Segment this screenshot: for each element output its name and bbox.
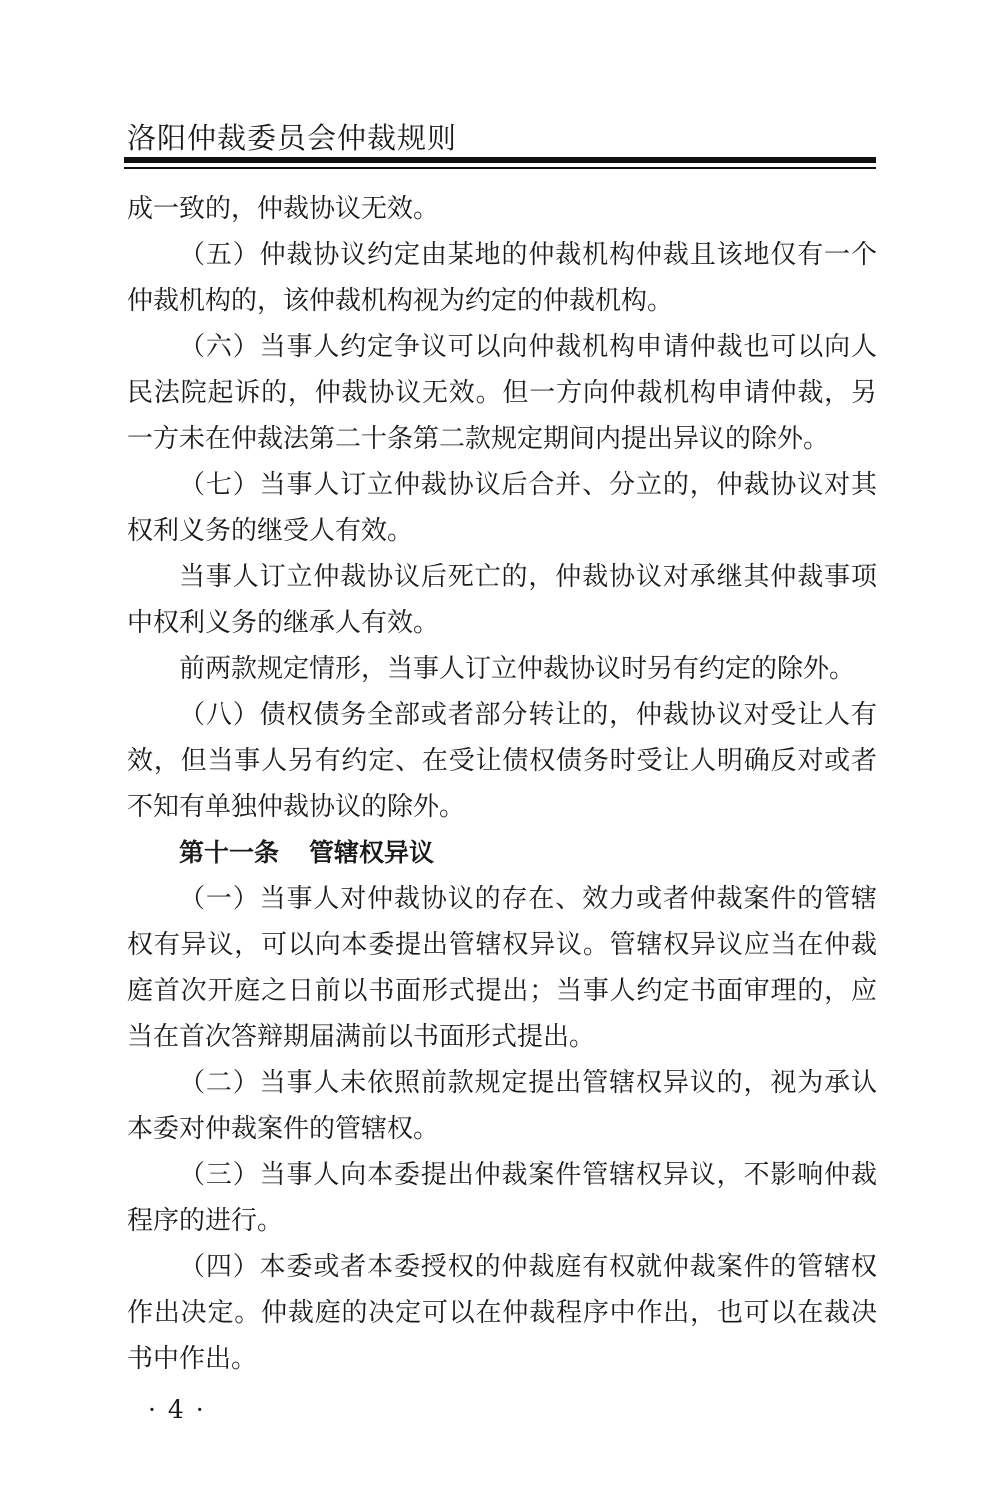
- paragraph: （四）本委或者本委授权的仲裁庭有权就仲裁案件的管辖权作出决定。仲裁庭的决定可以在仲裁程序中作出，也可以在裁决书中作出。: [127, 1252, 877, 1374]
- paragraph: （一）当事人对仲裁协议的存在、效力或者仲裁案件的管辖权有异议，可以向本委提出管辖权异议。管辖权异议应当在仲裁庭首次开庭之日前以书面形式提出；当事人约定书面审理的，应当在首次答辩期届满前以书面形式提出。: [127, 884, 877, 1052]
- paragraph: 前两款规定情形，当事人订立仲裁协议时另有约定的除外。: [179, 654, 856, 684]
- running-head: 洛阳仲裁委员会仲裁规则: [127, 121, 458, 155]
- article-number: 第十一条: [179, 838, 280, 867]
- paragraph: （三）当事人向本委提出仲裁案件管辖权异议，不影响仲裁程序的进行。: [127, 1160, 877, 1236]
- paragraph: （六）当事人约定争议可以向仲裁机构申请仲裁也可以向人民法院起诉的，仲裁协议无效。但一方向仲裁机构申请仲裁，另一方未在仲裁法第二十条第二款规定期间内提出异议的除外。: [127, 332, 877, 454]
- paragraph: （八）债权债务全部或者部分转让的，仲裁协议对受让人有效，但当事人另有约定、在受让债权债务时受让人明确反对或者不知有单独仲裁协议的除外。: [127, 700, 877, 822]
- header-rule-thin: [124, 167, 876, 169]
- paragraph: （七）当事人订立仲裁协议后合并、分立的，仲裁协议对其权利义务的继受人有效。: [127, 470, 877, 546]
- body-text: [127, 186, 877, 1382]
- article-heading: [127, 830, 877, 876]
- article-title: 管辖权异议: [309, 838, 435, 867]
- page-number: · 4 ·: [148, 1395, 206, 1424]
- paragraph: （二）当事人未依照前款规定提出管辖权异议的，视为承认本委对仲裁案件的管辖权。: [127, 1068, 877, 1144]
- paragraph: 成一致的，仲裁协议无效。: [127, 194, 440, 224]
- paragraph: （五）仲裁协议约定由某地的仲裁机构仲裁且该地仅有一个仲裁机构的，该仲裁机构视为约定的仲裁机构。: [127, 240, 877, 316]
- paragraph: 当事人订立仲裁协议后死亡的，仲裁协议对承继其仲裁事项中权利义务的继承人有效。: [127, 562, 877, 638]
- header-rule-thick: [124, 157, 876, 163]
